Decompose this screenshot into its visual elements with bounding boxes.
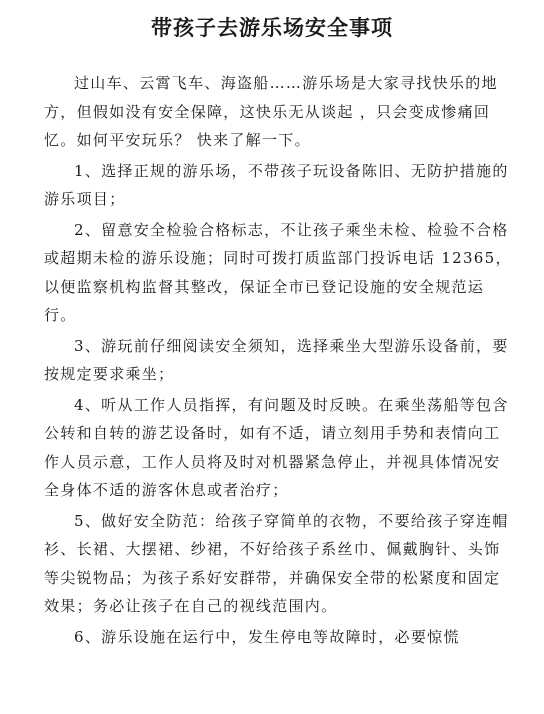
- paragraph-item-4: 4、听从工作人员指挥，有问题及时反映。在乘坐荡船等包含公转和自转的游艺设备时，如有不适，请立刻用手势和表情向工作人员示意，工作人员将及时对机器紧急停止，并视具体情况安全身体不适的游客休息或者治疗；: [44, 395, 509, 499]
- paragraph-intro: 过山车、云霄飞车、海盗船……游乐场是大家寻找快乐的地方，但假如没有安全保障，这快乐无从谈起 ，只会变成惨痛回忆。如何平安玩乐？ 快来了解一下。: [44, 74, 498, 149]
- document-body: [44, 69, 514, 653]
- paragraph-item-3: 3、游玩前仔细阅读安全须知，选择乘坐大型游乐设备前，要按规定要求乘坐；: [44, 336, 509, 383]
- paragraph-item-1: 1、选择正规的游乐场，不带孩子玩设备陈旧、无防护措施的游乐项目；: [44, 161, 509, 208]
- document-title: 带孩子去游乐场安全事项: [151, 16, 393, 40]
- paragraph-item-5: 5、做好安全防范：给孩子穿简单的衣物，不要给孩子穿连帽衫、长裙、大摆裙、纱裙，不好给孩子系丝巾、佩戴胸针、头饰等尖锐物品；为孩子系好安群带，并确保安全带的松紧度和固定效果；务必让孩子在自己的视线范围内。: [44, 511, 509, 615]
- paragraph-item-2: 2、留意安全检验合格标志，不让孩子乘坐未检、检验不合格或超期未检的游乐设施；同时可拨打质监部门投诉电话 12365，以便监察机构监督其整改，保证全市已登记设施的安全规范运行。: [44, 220, 512, 324]
- paragraph-item-6: 6、游乐设施在运行中，发生停电等故障时，必要惊慌: [74, 627, 460, 646]
